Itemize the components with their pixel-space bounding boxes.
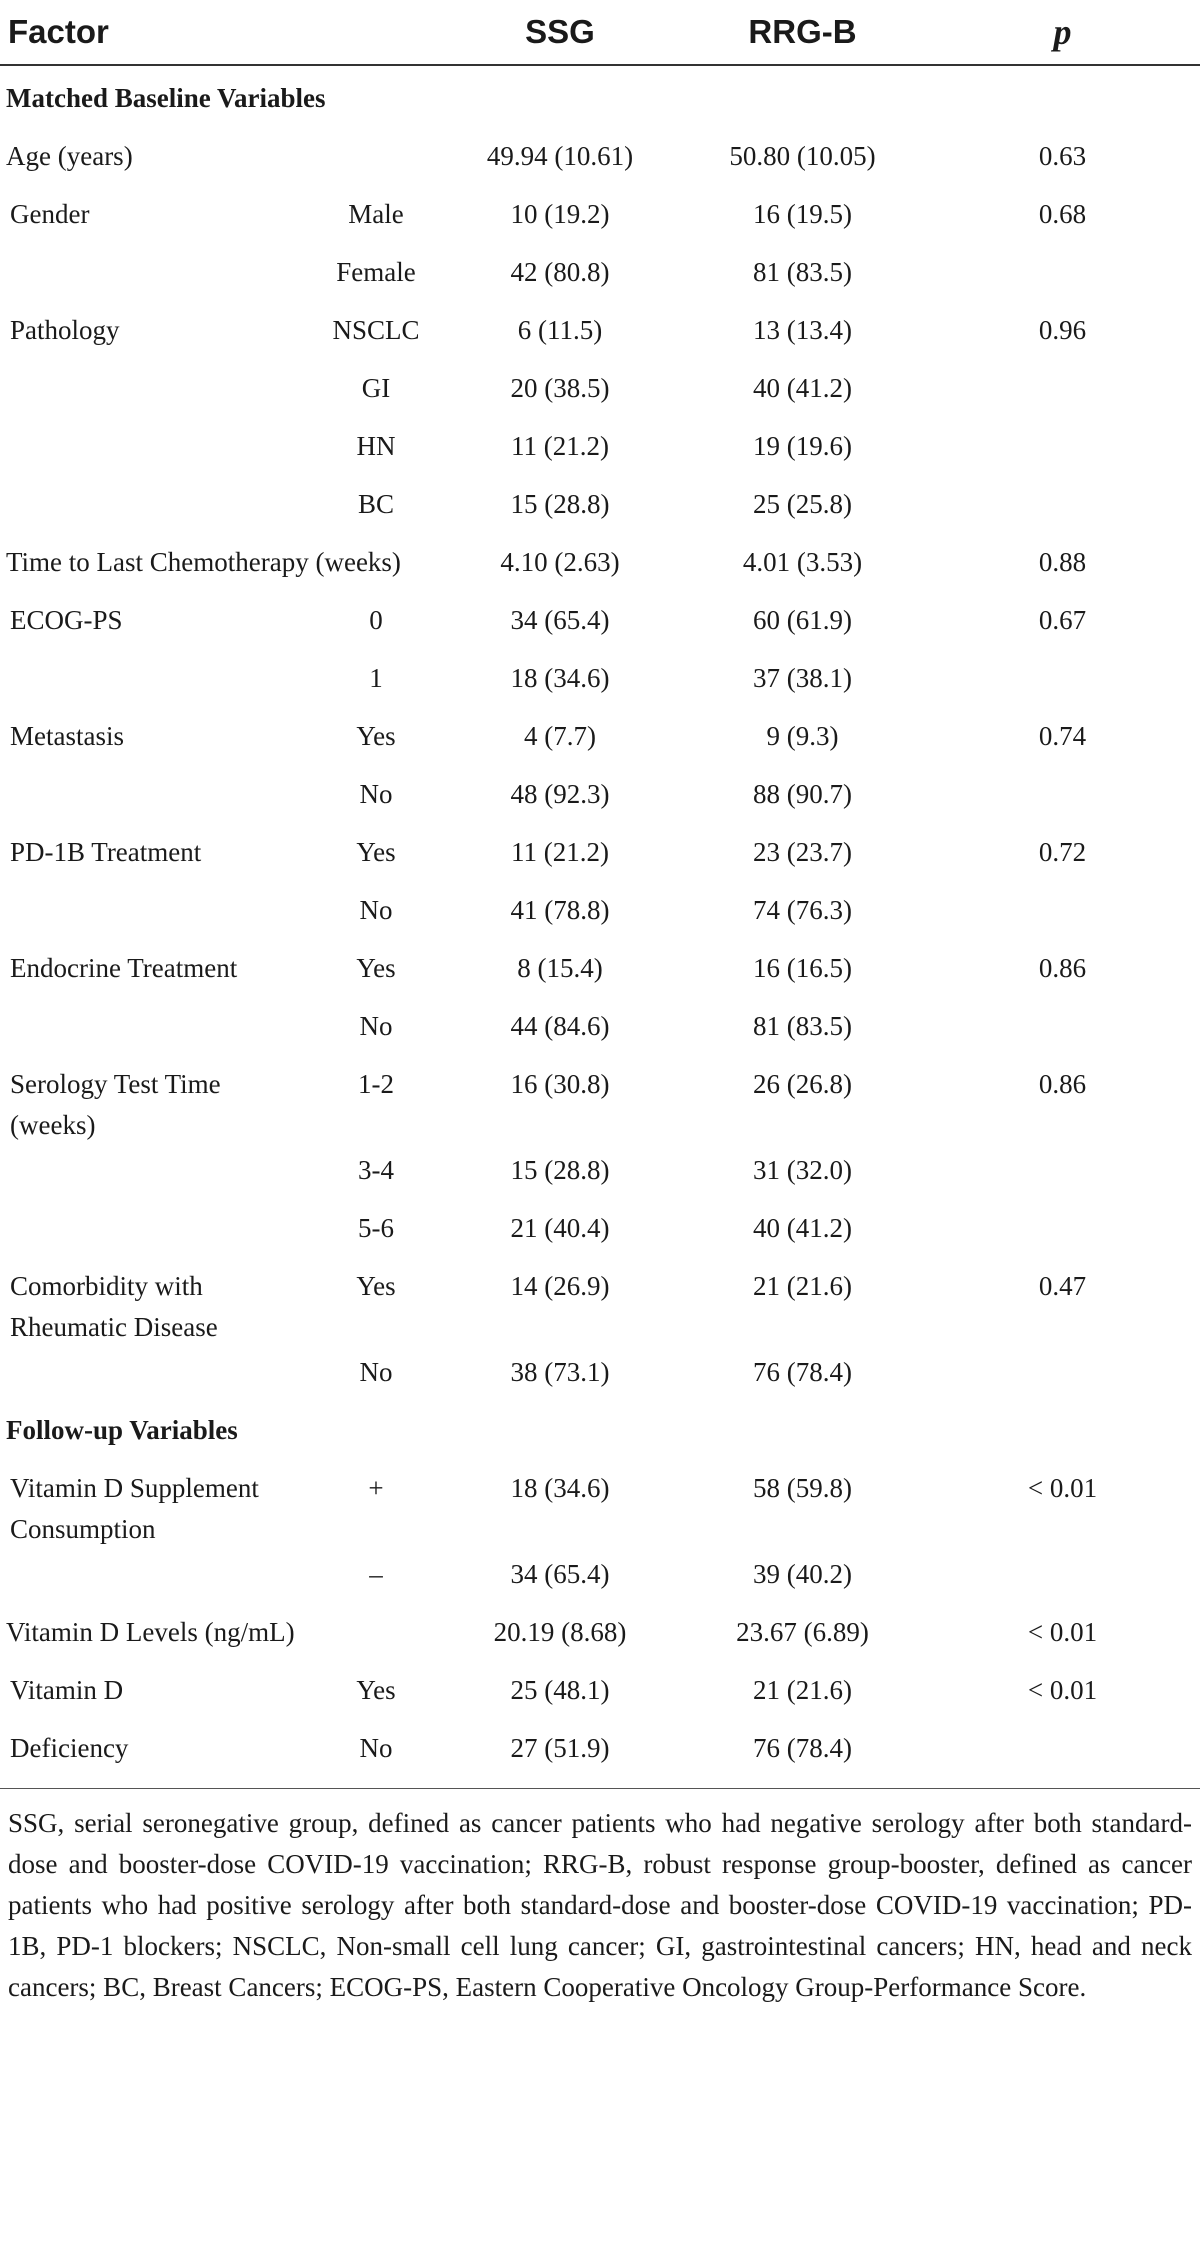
cell-rrg-b: 76 (78.4) (753, 1733, 852, 1763)
header-rrg-b: RRG-B (748, 13, 857, 50)
cell-rrg-b: 74 (76.3) (753, 895, 852, 925)
cell-ssg: 42 (80.8) (510, 257, 610, 287)
cell-ssg: 34 (65.4) (510, 605, 610, 635)
cell-rrg-b: 31 (32.0) (753, 1155, 852, 1185)
table-row (0, 306, 1200, 364)
row-factor: Time to Last Chemotherapy (weeks) (6, 547, 401, 577)
table-row (0, 712, 1200, 770)
row-level: Yes (356, 837, 396, 867)
cell-rrg-b: 23 (23.7) (753, 837, 852, 867)
cell-rrg-b: 76 (78.4) (753, 1357, 852, 1387)
cell-ssg: 20.19 (8.68) (493, 1617, 627, 1647)
cell-ssg: 14 (26.9) (510, 1271, 610, 1301)
row-factor: Deficiency (10, 1733, 129, 1763)
row-level: No (359, 1357, 393, 1387)
cell-rrg-b: 88 (90.7) (753, 779, 852, 809)
table-row (0, 654, 1200, 712)
row-factor: Vitamin D (10, 1675, 124, 1705)
row-factor: Age (years) (6, 141, 133, 171)
table-row (0, 596, 1200, 654)
cell-ssg: 18 (34.6) (510, 663, 610, 693)
cell-ssg: 34 (65.4) (510, 1559, 610, 1589)
table-row (0, 1550, 1200, 1608)
cell-rrg-b: 39 (40.2) (753, 1559, 852, 1589)
cell-ssg: 11 (21.2) (511, 431, 609, 461)
section-title: Follow-up Variables (6, 1415, 238, 1445)
cell-ssg: 44 (84.6) (510, 1011, 610, 1041)
cell-ssg: 48 (92.3) (510, 779, 610, 809)
table-row (0, 944, 1200, 1002)
cell-rrg-b: 50.80 (10.05) (729, 141, 876, 171)
cell-p-value: 0.63 (1038, 141, 1087, 171)
table-footnote: SSG, serial seronegative group, defined as cancer patients who had negative serology after both standard-dose and booster-dose COVID-19 vaccination; RRG-B, robust response group-booster, defined as cancer patients who had positive serology after both standard-dose and booster-dose COVID-19 vaccination; PD-1B, PD-1 blockers; NSCLC, Non-small cell lung cancer; GI, gastrointestinal cancers; HN, head and neck cancers; BC, Breast Cancers; ECOG-PS, Eastern Cooperative Oncology Group-Performance Score. (8, 1808, 1192, 2002)
cell-ssg: 41 (78.8) (510, 895, 610, 925)
cell-p-value: < 0.01 (1027, 1675, 1098, 1705)
cell-ssg: 8 (15.4) (517, 953, 603, 983)
cell-p-value: < 0.01 (1027, 1617, 1098, 1647)
row-level: Yes (356, 721, 396, 751)
cell-ssg: 15 (28.8) (510, 489, 610, 519)
cell-ssg: 11 (21.2) (511, 837, 609, 867)
table-row (0, 132, 1200, 190)
cell-ssg: 6 (11.5) (517, 315, 603, 345)
cell-p-value: 0.86 (1038, 953, 1087, 983)
cell-ssg: 15 (28.8) (510, 1155, 610, 1185)
table-row (0, 364, 1200, 422)
cell-p-value: 0.72 (1038, 837, 1087, 867)
cell-rrg-b: 37 (38.1) (753, 663, 852, 693)
row-factor: Vitamin D Supplement Consumption (10, 1473, 259, 1544)
header-p-value: p (1053, 12, 1072, 52)
row-level: – (369, 1559, 383, 1589)
cell-rrg-b: 21 (21.6) (753, 1675, 852, 1705)
row-factor: Serology Test Time (weeks) (10, 1069, 221, 1140)
table-row (0, 1060, 1200, 1146)
row-level: No (359, 1011, 393, 1041)
cell-rrg-b: 40 (41.2) (753, 373, 852, 403)
row-level: 1 (369, 663, 383, 693)
cell-ssg: 4 (7.7) (524, 721, 596, 751)
row-level: GI (361, 373, 391, 403)
row-level: BC (357, 489, 395, 519)
cell-p-value: 0.67 (1038, 605, 1087, 635)
row-level: Yes (356, 1675, 396, 1705)
row-level: 3-4 (358, 1155, 394, 1185)
cell-ssg: 27 (51.9) (510, 1733, 610, 1763)
cell-p-value: < 0.01 (1027, 1473, 1098, 1503)
cell-rrg-b: 81 (83.5) (753, 1011, 852, 1041)
row-level: 1-2 (358, 1069, 394, 1099)
cell-ssg: 49.94 (10.61) (486, 141, 634, 171)
row-level: 5-6 (358, 1213, 394, 1243)
header-ssg: SSG (525, 13, 595, 50)
table-body (0, 66, 1200, 1782)
header-factor: Factor (8, 13, 109, 50)
row-factor: Endocrine Treatment (10, 953, 238, 983)
table-row (0, 480, 1200, 538)
row-level: No (359, 1733, 393, 1763)
table-row (0, 1666, 1200, 1724)
table-row (0, 886, 1200, 944)
table-row (0, 1146, 1200, 1204)
row-level: Female (336, 257, 416, 287)
row-level: No (359, 895, 393, 925)
row-level: HN (356, 431, 396, 461)
cell-rrg-b: 81 (83.5) (753, 257, 852, 287)
cell-ssg: 38 (73.1) (510, 1357, 610, 1387)
table-row (0, 1724, 1200, 1782)
row-factor: ECOG-PS (10, 605, 123, 635)
cell-ssg: 25 (48.1) (510, 1675, 610, 1705)
row-level: Yes (356, 953, 396, 983)
cell-p-value: 0.68 (1038, 199, 1087, 229)
cell-rrg-b: 13 (13.4) (753, 315, 852, 345)
row-factor: Gender (10, 199, 90, 229)
table-row (0, 1608, 1200, 1666)
cell-rrg-b: 58 (59.8) (753, 1473, 852, 1503)
cell-p-value: 0.96 (1038, 315, 1087, 345)
table-row (0, 248, 1200, 306)
cell-rrg-b: 25 (25.8) (753, 489, 852, 519)
section-title: Matched Baseline Variables (6, 83, 326, 113)
cell-ssg: 16 (30.8) (510, 1069, 610, 1099)
cell-rrg-b: 60 (61.9) (753, 605, 852, 635)
cell-rrg-b: 23.67 (6.89) (736, 1617, 869, 1647)
cell-ssg: 21 (40.4) (510, 1213, 610, 1243)
table-row (0, 538, 1200, 596)
cell-rrg-b: 16 (16.5) (753, 953, 852, 983)
table-row (0, 422, 1200, 480)
row-factor: PD-1B Treatment (10, 837, 202, 867)
table-row (0, 1204, 1200, 1262)
section-header (0, 1406, 1200, 1464)
cell-rrg-b: 9 (9.3) (766, 721, 839, 751)
cell-p-value: 0.88 (1038, 547, 1087, 577)
table-row (0, 828, 1200, 886)
cell-rrg-b: 16 (19.5) (753, 199, 852, 229)
row-level: + (368, 1473, 384, 1503)
cell-p-value: 0.86 (1038, 1069, 1087, 1099)
cell-ssg: 4.10 (2.63) (500, 547, 620, 577)
row-level: No (359, 779, 393, 809)
cell-rrg-b: 4.01 (3.53) (742, 547, 863, 577)
table-row (0, 1002, 1200, 1060)
cell-p-value: 0.47 (1038, 1271, 1087, 1301)
cell-rrg-b: 19 (19.6) (753, 431, 852, 461)
row-factor: Metastasis (10, 721, 124, 751)
row-factor: Pathology (10, 315, 120, 345)
row-level: NSCLC (332, 315, 420, 345)
cell-p-value: 0.74 (1038, 721, 1087, 751)
section-header (0, 74, 1200, 132)
table-row (0, 1464, 1200, 1550)
cell-rrg-b: 40 (41.2) (753, 1213, 852, 1243)
table-row (0, 1262, 1200, 1348)
row-level: Male (348, 199, 404, 229)
cell-ssg: 20 (38.5) (510, 373, 610, 403)
table-row (0, 1348, 1200, 1406)
cell-ssg: 18 (34.6) (510, 1473, 610, 1503)
table-row (0, 190, 1200, 248)
cell-ssg: 10 (19.2) (510, 199, 610, 229)
row-level: Yes (356, 1271, 396, 1301)
row-factor: Vitamin D Levels (ng/mL) (6, 1617, 295, 1647)
row-factor: Comorbidity with Rheumatic Disease (10, 1271, 218, 1342)
row-level: 0 (369, 605, 383, 635)
table-row (0, 770, 1200, 828)
cell-rrg-b: 21 (21.6) (753, 1271, 852, 1301)
cell-rrg-b: 26 (26.8) (753, 1069, 852, 1099)
table-header (0, 0, 1200, 66)
